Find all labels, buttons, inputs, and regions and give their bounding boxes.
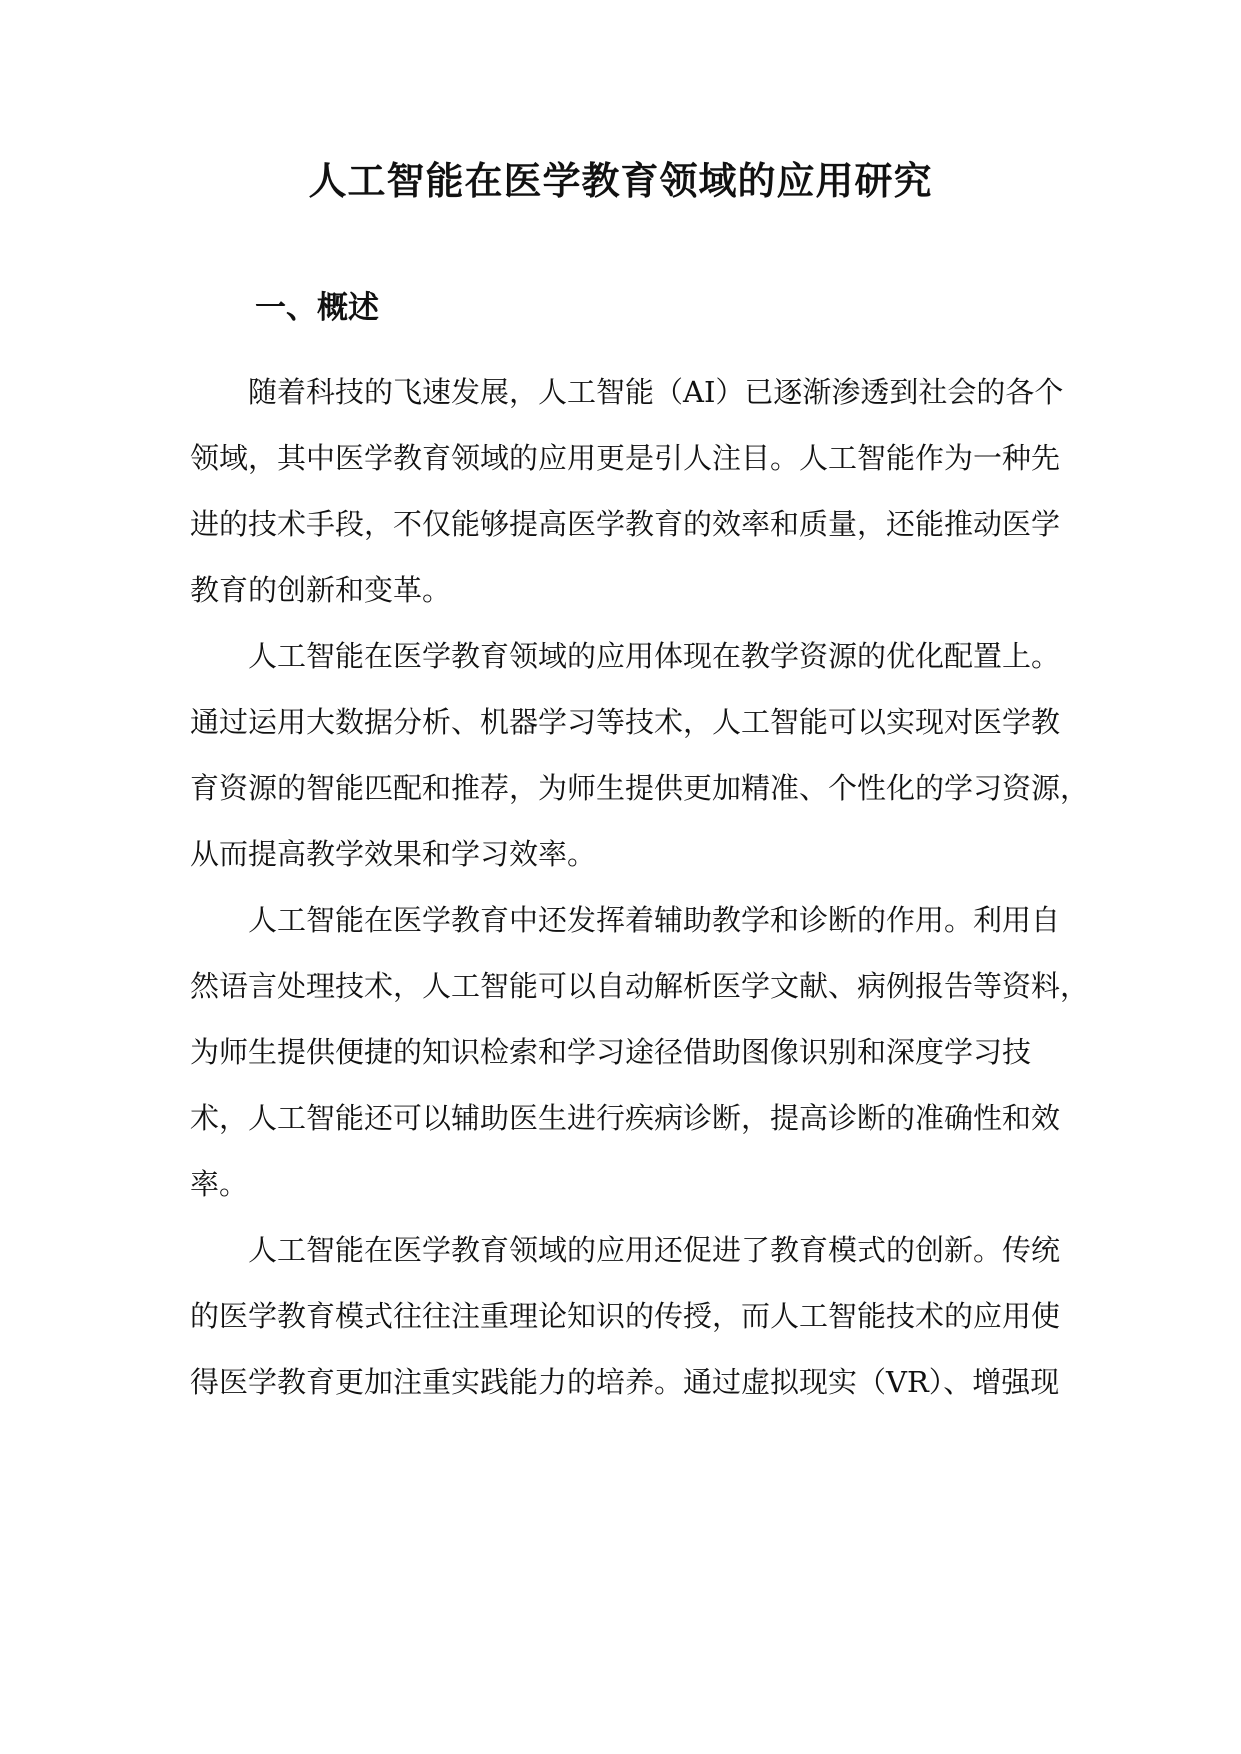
paragraph-line: 通过运用大数据分析、机器学习等技术，人工智能可以实现对医学教	[190, 705, 1061, 739]
paragraph-line: 教育的创新和变革。	[190, 573, 452, 607]
paragraph-line: 进的技术手段，不仅能够提高医学教育的效率和质量，还能推动医学	[190, 507, 1061, 541]
paragraph-line: 从而提高教学效果和学习效率。	[190, 837, 597, 871]
paragraph-line: 的医学教育模式往往注重理论知识的传授，而人工智能技术的应用使	[190, 1299, 1061, 1333]
paragraph-line: 随着科技的飞速发展，人工智能（AI）已逐渐渗透到社会的各个	[248, 375, 1064, 409]
paragraph-line: 为师生提供便捷的知识检索和学习途径借助图像识别和深度学习技	[190, 1035, 1032, 1069]
paragraph-line: 育资源的智能匹配和推荐，为师生提供更加精准、个性化的学习资源，	[190, 771, 1090, 805]
paragraph-line: 然语言处理技术，人工智能可以自动解析医学文献、病例报告等资料，	[190, 969, 1090, 1003]
paragraph-line: 人工智能在医学教育领域的应用还促进了教育模式的创新。传统	[248, 1233, 1061, 1267]
paragraph-line: 领域，其中医学教育领域的应用更是引人注目。人工智能作为一种先	[190, 441, 1061, 475]
paragraph-line: 率。	[190, 1167, 249, 1201]
paragraph-line: 人工智能在医学教育领域的应用体现在教学资源的优化配置上。	[248, 639, 1061, 673]
document-body	[190, 370, 1090, 1426]
paragraph-line: 得医学教育更加注重实践能力的培养。通过虚拟现实（VR）、增强现	[190, 1365, 1060, 1399]
paragraph-line: 术，人工智能还可以辅助医生进行疾病诊断，提高诊断的准确性和效	[190, 1101, 1061, 1135]
document-title: 人工智能在医学教育领域的应用研究	[308, 158, 933, 203]
section-heading: 一、概述	[255, 290, 379, 326]
paragraph-line: 人工智能在医学教育中还发挥着辅助教学和诊断的作用。利用自	[248, 903, 1061, 937]
